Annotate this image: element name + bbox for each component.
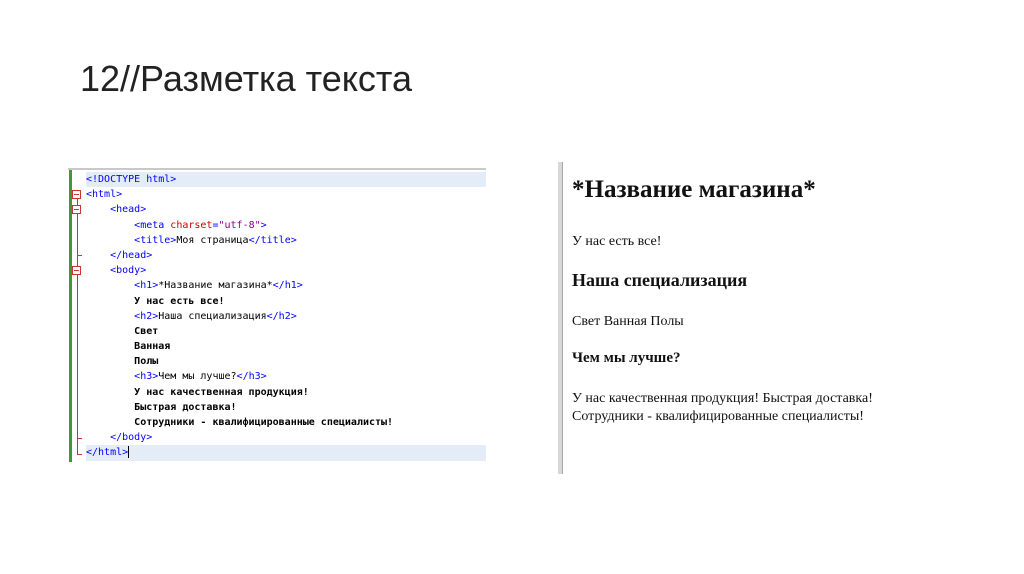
code-line: У нас качественная продукция! — [134, 386, 309, 398]
code-line: <h3>Чем мы лучше?</h3> — [134, 371, 267, 383]
code-line: <head> — [110, 204, 147, 216]
code-line: Свет — [134, 325, 159, 337]
preview-text-2: Свет Ванная Полы — [572, 314, 684, 329]
code-line: Быстрая доставка! — [134, 401, 237, 413]
fold-toggle-html[interactable] — [72, 190, 81, 199]
code-line: </body> — [110, 432, 153, 444]
code-listing[interactable] — [86, 172, 486, 461]
code-line: <!DOCTYPE html> — [86, 172, 486, 187]
text-cursor — [128, 446, 129, 458]
code-line: <meta charset="utf-8"> — [134, 219, 267, 231]
preview-text-3: У нас качественная продукция! Быстрая доставка! Сотрудники - квалифицированные специалисты! — [572, 391, 873, 424]
preview-heading-3: Чем мы лучше? — [572, 350, 681, 366]
preview-text-1: У нас есть все! — [572, 234, 662, 249]
preview-left-border — [558, 162, 563, 474]
code-line: <html> — [86, 189, 123, 201]
fold-end-body — [77, 438, 82, 439]
code-editor-screenshot — [68, 168, 486, 462]
code-line: <title>Моя страница</title> — [134, 234, 297, 246]
browser-preview-screenshot — [558, 162, 938, 474]
code-line: <h2>Наша специализация</h2> — [134, 310, 297, 322]
code-line: У нас есть все! — [134, 295, 225, 307]
fold-end-head — [77, 255, 82, 256]
fold-line-html — [77, 198, 78, 454]
code-line: <h1>*Название магазина*</h1> — [134, 280, 303, 292]
editor-gutter — [68, 170, 84, 462]
code-line: </head> — [110, 249, 153, 261]
fold-toggle-head[interactable] — [72, 205, 81, 214]
preview-heading-2: Наша специализация — [572, 270, 748, 290]
fold-end-html — [77, 454, 82, 455]
preview-heading-1: *Название магазина* — [572, 176, 816, 203]
fold-toggle-body[interactable] — [72, 266, 81, 275]
code-line: Сотрудники - квалифицированные специалисты! — [134, 417, 394, 428]
code-line: Полы — [134, 356, 159, 368]
code-line: <body> — [110, 265, 147, 277]
slide-title: 12//Разметка текста — [80, 58, 412, 99]
code-line: </html> — [86, 445, 486, 460]
code-line: Ванная — [134, 341, 171, 353]
